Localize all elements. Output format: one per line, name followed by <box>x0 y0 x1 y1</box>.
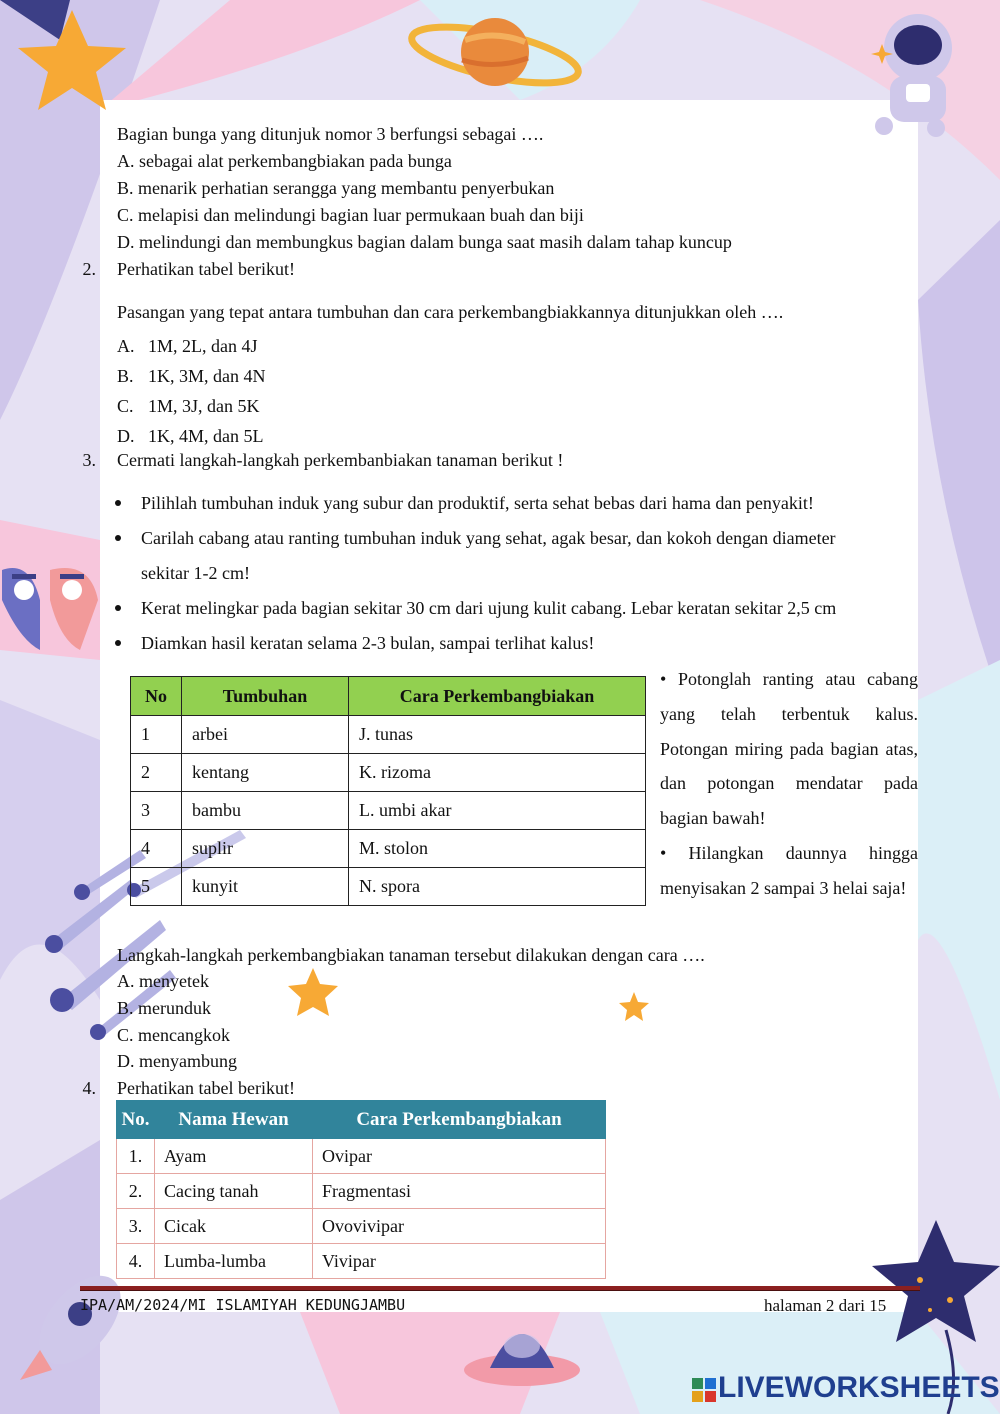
cell-method: Vivipar <box>313 1244 606 1279</box>
table-row <box>131 830 646 868</box>
q2-intro: Perhatikan tabel berikut! <box>117 259 295 279</box>
table-row <box>131 792 646 830</box>
liveworksheets-brand[interactable]: LIVEWORKSHEETS <box>718 1371 1000 1404</box>
step-item-continued: sekitar 1-2 cm! <box>141 563 250 583</box>
step-item: Pilihlah tumbuhan induk yang subur dan produktif, serta sehat bebas dari hama dan penyakit! <box>141 493 814 513</box>
liveworksheets-logo-icon <box>692 1378 716 1402</box>
cell-method: M. stolon <box>349 830 646 868</box>
cell-method: Fragmentasi <box>313 1174 606 1209</box>
table-row <box>117 1139 606 1174</box>
header-animal: Nama Hewan <box>155 1101 313 1139</box>
option-letter: B. <box>117 366 134 386</box>
animal-table <box>116 1100 606 1279</box>
q3-side-steps <box>660 662 918 906</box>
table-row <box>131 716 646 754</box>
q3-option-a[interactable]: A. menyetek <box>117 971 209 991</box>
bullet-dot <box>115 535 121 541</box>
q1-option-d[interactable]: D. melindungi dan membungkus bagian dalam bunga saat masih dalam tahap kuncup <box>117 232 732 252</box>
cell-no: 3. <box>117 1209 155 1244</box>
cell-no: 5 <box>131 868 182 906</box>
footer-document-code: IPA/AM/2024/MI ISLAMIYAH KEDUNGJAMBU <box>80 1296 406 1314</box>
cell-plant: kentang <box>182 754 349 792</box>
header-no: No. <box>117 1101 155 1139</box>
cell-plant: kunyit <box>182 868 349 906</box>
option-letter: C. <box>117 396 134 416</box>
plant-table <box>130 676 646 906</box>
q3-option-d[interactable]: D. menyambung <box>117 1051 237 1071</box>
bullet-dot <box>115 500 121 506</box>
cell-no: 1. <box>117 1139 155 1174</box>
q3-intro: Cermati langkah-langkah perkembanbiakan tanaman berikut ! <box>117 450 564 470</box>
cell-animal: Ayam <box>155 1139 313 1174</box>
q4-intro: Perhatikan tabel berikut! <box>117 1078 295 1098</box>
step-item: Diamkan hasil keratan selama 2-3 bulan, sampai terlihat kalus! <box>141 633 595 653</box>
cell-plant: arbei <box>182 716 349 754</box>
cell-method: K. rizoma <box>349 754 646 792</box>
q1-option-a[interactable]: A. sebagai alat perkembangbiakan pada bunga <box>117 151 452 171</box>
step-item: Kerat melingkar pada bagian sekitar 30 cm dari ujung kulit cabang. Lebar keratan sekitar 2,5 cm <box>141 598 837 618</box>
cell-animal: Cicak <box>155 1209 313 1244</box>
bullet-dot <box>115 605 121 611</box>
q2-prompt: Pasangan yang tepat antara tumbuhan dan cara perkembangbiakkannya ditunjukkan oleh …. <box>117 302 784 322</box>
q1-prompt: Bagian bunga yang ditunjuk nomor 3 berfungsi sebagai …. <box>117 124 544 144</box>
table-row <box>117 1209 606 1244</box>
cell-plant: suplir <box>182 830 349 868</box>
option-text: 1K, 3M, dan 4N <box>148 366 266 386</box>
table-row <box>117 1244 606 1279</box>
cell-plant: bambu <box>182 792 349 830</box>
header-method: Cara Perkembangbiakan <box>313 1101 606 1139</box>
side-step-item: • Hilangkan daunnya hingga menyisakan 2 sampai 3 helai saja! <box>660 842 918 898</box>
cell-no: 4. <box>117 1244 155 1279</box>
cell-no: 1 <box>131 716 182 754</box>
cell-method: Ovipar <box>313 1139 606 1174</box>
cell-method: Ovovivipar <box>313 1209 606 1244</box>
q3-number: 3. <box>82 450 96 470</box>
cell-method: J. tunas <box>349 716 646 754</box>
table-header-row <box>117 1101 606 1139</box>
option-letter: D. <box>117 426 135 446</box>
footer-divider <box>80 1286 920 1291</box>
q4-number: 4. <box>82 1078 96 1098</box>
option-text: 1K, 4M, dan 5L <box>148 426 264 446</box>
cell-animal: Cacing tanah <box>155 1174 313 1209</box>
cell-no: 4 <box>131 830 182 868</box>
option-text: 1M, 3J, dan 5K <box>148 396 260 416</box>
q1-option-b[interactable]: B. menarik perhatian serangga yang membantu penyerbukan <box>117 178 555 198</box>
cell-method: L. umbi akar <box>349 792 646 830</box>
cell-animal: Lumba-lumba <box>155 1244 313 1279</box>
q1-option-c[interactable]: C. melapisi dan melindungi bagian luar permukaan buah dan biji <box>117 205 584 225</box>
q3-prompt: Langkah-langkah perkembangbiakan tanaman tersebut dilakukan dengan cara …. <box>117 945 705 965</box>
bullet-dot <box>115 640 121 646</box>
table-row <box>117 1174 606 1209</box>
q2-number: 2. <box>82 259 96 279</box>
header-method: Cara Perkembangbiakan <box>349 677 646 716</box>
option-letter: A. <box>117 336 135 356</box>
cell-no: 2. <box>117 1174 155 1209</box>
cell-no: 3 <box>131 792 182 830</box>
cell-no: 2 <box>131 754 182 792</box>
q3-option-b[interactable]: B. merunduk <box>117 998 211 1018</box>
table-row <box>131 868 646 906</box>
step-item: Carilah cabang atau ranting tumbuhan induk yang sehat, agak besar, dan kokoh dengan diameter <box>141 528 836 548</box>
header-plant: Tumbuhan <box>182 677 349 716</box>
cell-method: N. spora <box>349 868 646 906</box>
header-no: No <box>131 677 182 716</box>
side-step-item: • Potonglah ranting atau cabang yang telah terbentuk kalus. Potongan miring pada bagian atas, dan potongan mendatar pada bagian bawah! <box>660 669 918 829</box>
table-header-row <box>131 677 646 716</box>
option-text: 1M, 2L, dan 4J <box>148 336 258 356</box>
table-row <box>131 754 646 792</box>
q3-option-c[interactable]: C. mencangkok <box>117 1025 230 1045</box>
footer-page-number: halaman 2 dari 15 <box>764 1296 887 1315</box>
